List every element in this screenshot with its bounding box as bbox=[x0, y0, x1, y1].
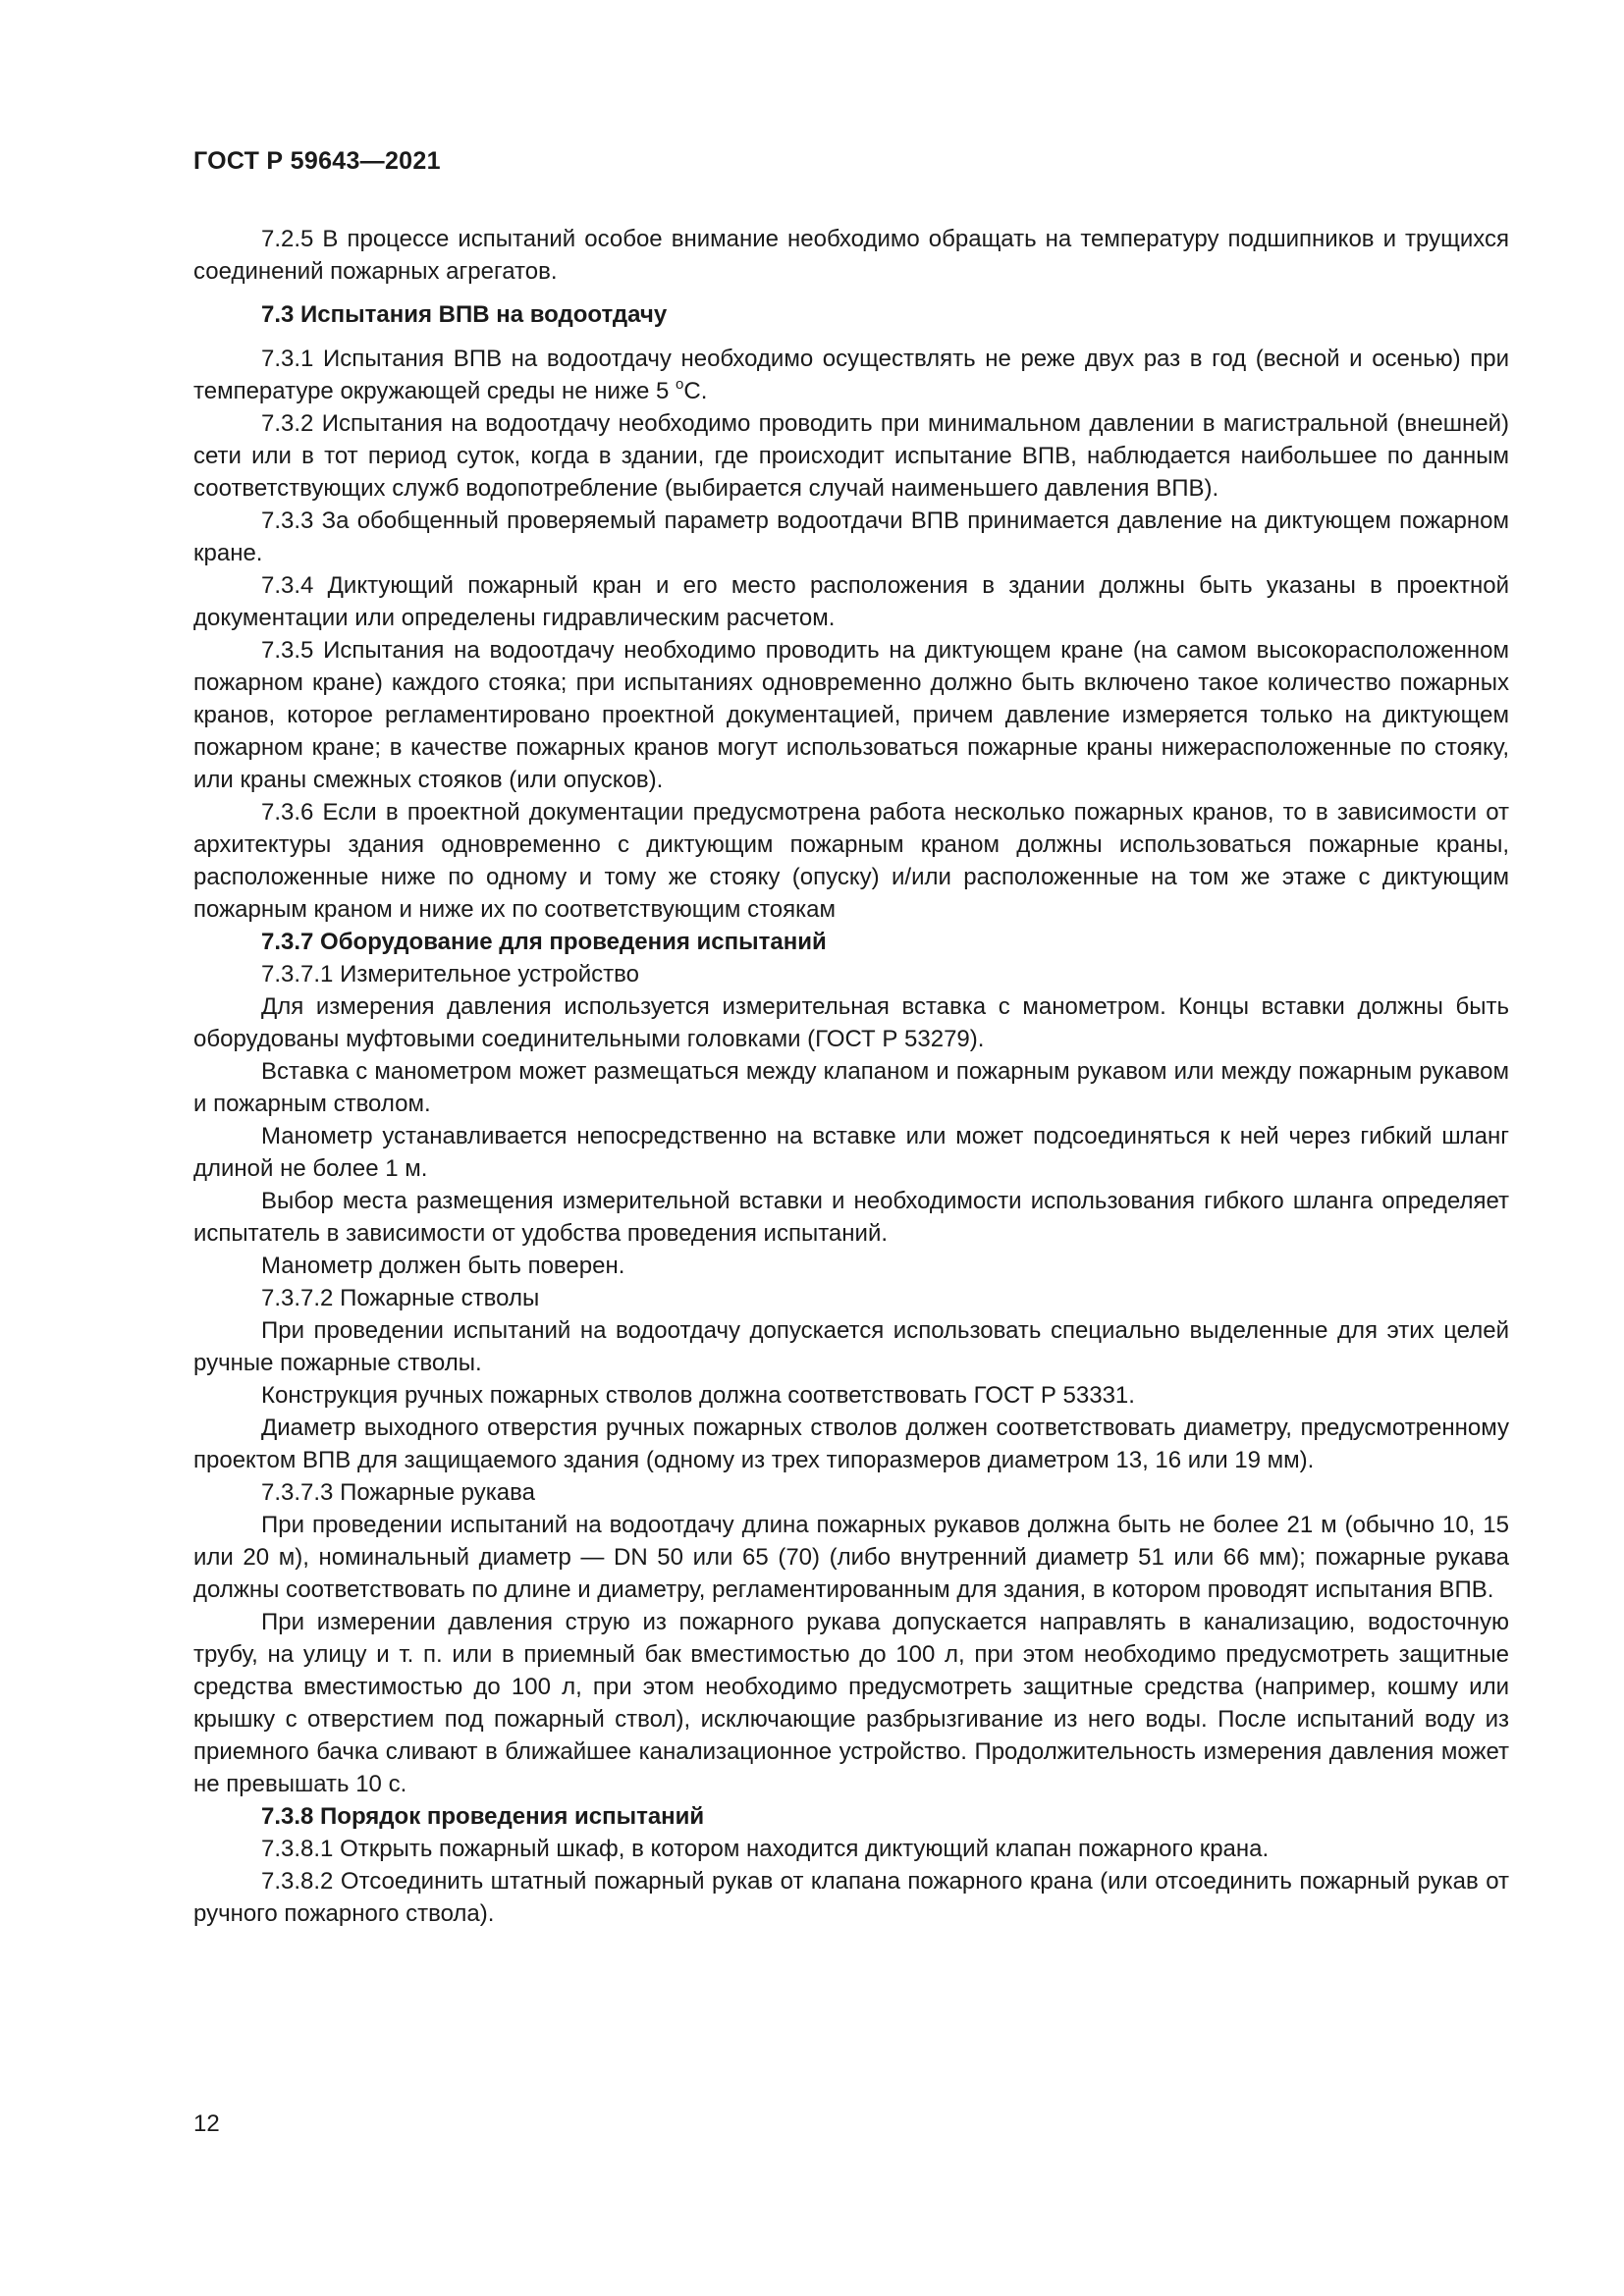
paragraph-text: 7.3.7 Оборудование для проведения испытаний bbox=[261, 929, 827, 955]
paragraph-text: 7.3.7.1 Измерительное устройство bbox=[261, 961, 639, 988]
paragraph-text: Манометр должен быть поверен. bbox=[261, 1253, 625, 1279]
superscript: o bbox=[676, 376, 684, 393]
paragraph bbox=[193, 569, 1509, 634]
paragraph bbox=[193, 1476, 1509, 1509]
paragraph bbox=[193, 796, 1509, 926]
paragraph bbox=[193, 1185, 1509, 1250]
paragraph bbox=[193, 990, 1509, 1055]
paragraph-text: Для измерения давления используется измерительная вставка с манометром. Концы вставки должны быть оборудованы муфтовыми соединительными головками (ГОСТ Р 53279). bbox=[193, 993, 1509, 1052]
paragraph-text: 7.3.8 Порядок проведения испытаний bbox=[261, 1803, 705, 1830]
paragraph-text: 7.3.7.3 Пожарные рукава bbox=[261, 1479, 535, 1506]
paragraph-text: Конструкция ручных пожарных стволов должна соответствовать ГОСТ Р 53331. bbox=[261, 1382, 1135, 1409]
document-code-header: ГОСТ Р 59643—2021 bbox=[193, 147, 441, 175]
paragraph-text: Выбор места размещения измерительной вставки и необходимости использования гибкого шланга определяет испытатель в зависимости от удобства проведения испытаний. bbox=[193, 1188, 1509, 1247]
paragraph bbox=[193, 1250, 1509, 1282]
paragraph bbox=[193, 1865, 1509, 1930]
paragraph-text: 7.3.5 Испытания на водоотдачу необходимо проводить на диктующем кране (на самом высокорасположенном пожарном кране) каждого стояка; при испытаниях одновременно должно быть включено такое количество пожарных кранов, которое регламентировано проектной документацией, причем давление измеряется только на диктующем пожарном кране; в качестве пожарных кранов могут использоваться пожарные краны нижерасположенные по стояку, или краны смежных стояков (или опусков). bbox=[193, 637, 1509, 793]
paragraph-text: При измерении давления струю из пожарного рукава допускается направлять в канализацию, водосточную трубу, на улицу и т. п. или в приемный бак вместимостью до 100 л, при этом необходимо предусмотреть защитные средства вместимостью до 100 л, при этом необходимо предусмотреть защитные средства (например, кошму или крышку с отверстием под пожарный ствол), исключающие разбрызгивание из него воды. После испытаний воду из приемного бачка сливают в ближайшее канализационное устройство. Продолжительность измерения давления может не превышать 10 с. bbox=[193, 1609, 1509, 1797]
paragraph bbox=[193, 1120, 1509, 1185]
paragraph bbox=[193, 1282, 1509, 1314]
paragraph-text: 7.3.2 Испытания на водоотдачу необходимо проводить при минимальном давлении в магистральной (внешней) сети или в тот период суток, когда в здании, где происходит испытание ВПВ, наблюдается наибольшее по данным соответствующих служб водопотребление (выбирается случай наименьшего давления ВПВ). bbox=[193, 410, 1509, 502]
paragraph-text: 7.3.4 Диктующий пожарный кран и его место расположения в здании должны быть указаны в проектной документации или определены гидравлическим расчетом. bbox=[193, 572, 1509, 631]
paragraph bbox=[193, 958, 1509, 990]
paragraph bbox=[193, 343, 1509, 407]
paragraph bbox=[193, 1055, 1509, 1120]
paragraph-text: Диаметр выходного отверстия ручных пожарных стволов должен соответствовать диаметру, предусмотренному проектом ВПВ для защищаемого здания (одному из трех типоразмеров диаметром 13, 16 или 19 мм). bbox=[193, 1415, 1509, 1473]
paragraph-text: Манометр устанавливается непосредственно на вставке или может подсоединяться к ней через гибкий шланг длиной не более 1 м. bbox=[193, 1123, 1509, 1182]
paragraph-tail: C. bbox=[683, 378, 708, 404]
paragraph bbox=[193, 505, 1509, 569]
paragraph bbox=[193, 1833, 1509, 1865]
paragraph bbox=[193, 407, 1509, 505]
section-heading bbox=[193, 1800, 1509, 1833]
paragraph-text: Вставка с манометром может размещаться между клапаном и пожарным рукавом или между пожарным рукавом и пожарным стволом. bbox=[193, 1058, 1509, 1117]
paragraph-text: 7.3 Испытания ВПВ на водоотдачу bbox=[261, 301, 668, 328]
paragraph bbox=[193, 223, 1509, 288]
paragraph-text: 7.3.1 Испытания ВПВ на водоотдачу необходимо осуществлять не реже двух раз в год (весной и осенью) при температуре окружающей среды не ниже 5 bbox=[193, 346, 1509, 404]
paragraph bbox=[193, 1509, 1509, 1606]
paragraph-text: 7.3.3 За обобщенный проверяемый параметр водоотдачи ВПВ принимается давление на диктующем пожарном кране. bbox=[193, 507, 1509, 566]
paragraph-text: 7.2.5 В процессе испытаний особое внимание необходимо обращать на температуру подшипников и трущихся соединений пожарных агрегатов. bbox=[193, 226, 1509, 285]
paragraph-text: При проведении испытаний на водоотдачу допускается использовать специально выделенные для этих целей ручные пожарные стволы. bbox=[193, 1317, 1509, 1376]
paragraph bbox=[193, 634, 1509, 796]
section-heading bbox=[193, 298, 1509, 331]
paragraph bbox=[193, 1379, 1509, 1412]
page-number: 12 bbox=[193, 2110, 220, 2137]
document-body bbox=[193, 223, 1509, 1930]
paragraph-text: 7.3.8.2 Отсоединить штатный пожарный рукав от клапана пожарного крана (или отсоединить пожарный рукав от ручного пожарного ствола). bbox=[193, 1868, 1509, 1927]
paragraph-text: 7.3.7.2 Пожарные стволы bbox=[261, 1285, 540, 1311]
paragraph bbox=[193, 1314, 1509, 1379]
section-heading bbox=[193, 926, 1509, 958]
paragraph-text: 7.3.6 Если в проектной документации предусмотрена работа несколько пожарных кранов, то в зависимости от архитектуры здания одновременно с диктующим пожарным краном должны использоваться пожарные краны, расположенные ниже по одному и тому же стояку (опуску) и/или расположенные на том же этаже с диктующим пожарным краном и ниже их по соответствующим стоякам bbox=[193, 799, 1509, 923]
paragraph-text: 7.3.8.1 Открыть пожарный шкаф, в котором находится диктующий клапан пожарного крана. bbox=[261, 1836, 1270, 1862]
paragraph bbox=[193, 1606, 1509, 1800]
paragraph-text: При проведении испытаний на водоотдачу длина пожарных рукавов должна быть не более 21 м (обычно 10, 15 или 20 м), номинальный диаметр — DN 50 или 65 (70) (либо внутренний диаметр 51 или 66 мм); пожарные рукава должны соответствовать по длине и диаметру, регламентированным для здания, в котором проводят испытания ВПВ. bbox=[193, 1512, 1509, 1603]
paragraph bbox=[193, 1412, 1509, 1476]
